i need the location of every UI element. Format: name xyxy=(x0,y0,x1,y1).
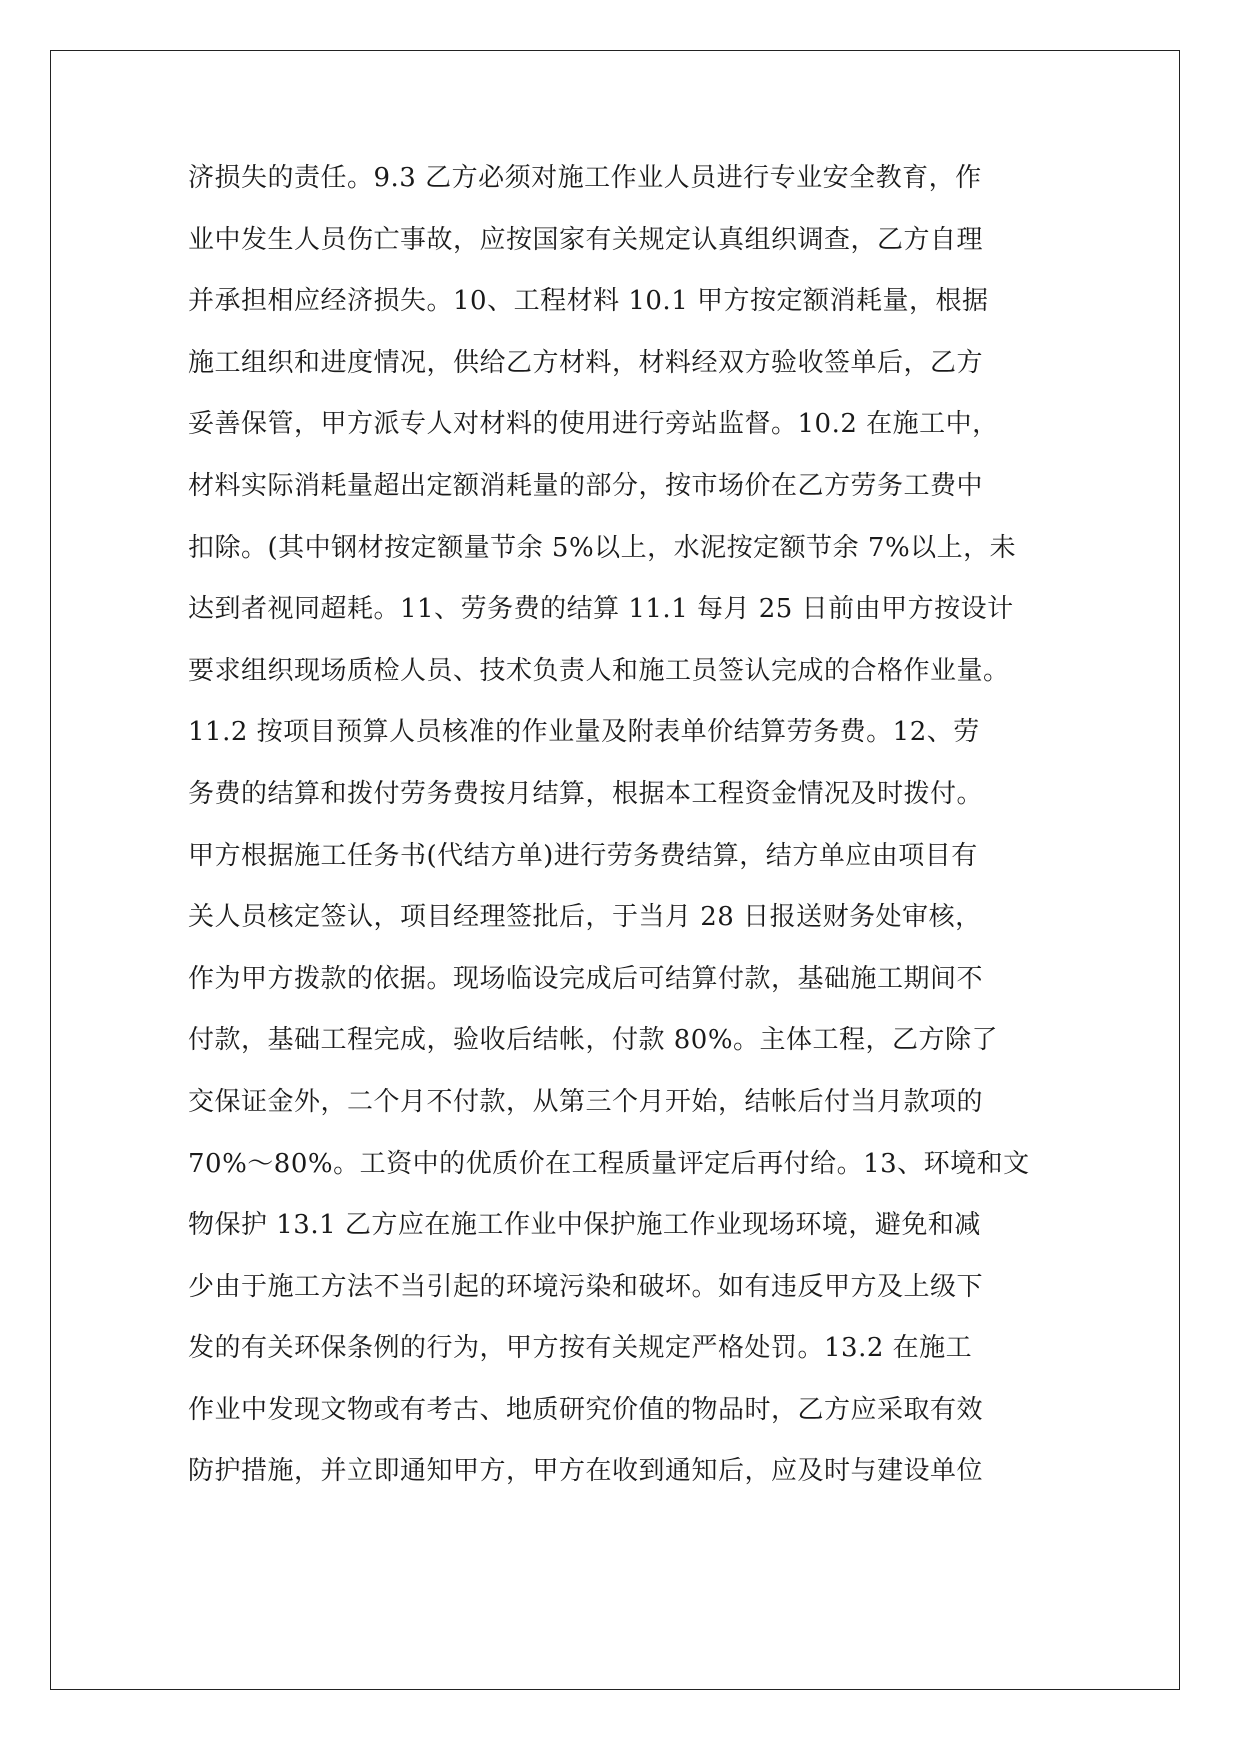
text-line: 70%～80%。工资中的优质价在工程质量评定后再付给。13、环境和文 xyxy=(188,1148,1030,1179)
text-line: 达到者视同超耗。11、劳务费的结算 11.1 每月 25 日前由甲方按设计 xyxy=(188,594,1014,625)
text-line: 济损失的责任。9.3 乙方必须对施工作业人员进行专业安全教育，作 xyxy=(188,163,982,193)
text-line: 付款，基础工程完成，验收后结帐，付款 80%。主体工程，乙方除了 xyxy=(188,1025,999,1056)
text-line: 交保证金外，二个月不付款，从第三个月开始，结帐后付当月款项的 xyxy=(188,1086,984,1117)
text-line: 材料实际消耗量超出定额消耗量的部分，按市场价在乙方劳务工费中 xyxy=(188,470,984,501)
text-line: 施工组织和进度情况，供给乙方材料，材料经双方验收签单后，乙方 xyxy=(188,347,984,378)
text-line: 物保护 13.1 乙方应在施工作业中保护施工作业现场环境，避免和减 xyxy=(188,1210,981,1241)
text-line: 并承担相应经济损失。10、工程材料 10.1 甲方按定额消耗量，根据 xyxy=(188,286,989,317)
text-line: 发的有关环保条例的行为，甲方按有关规定严格处罚。13.2 在施工 xyxy=(188,1333,973,1364)
text-line: 扣除。(其中钢材按定额量节余 5%以上，水泥按定额节余 7%以上，未 xyxy=(188,532,1017,563)
text-line: 关人员核定签认，项目经理签批后，于当月 28 日报送财务处审核， xyxy=(188,902,982,933)
text-line: 作业中发现文物或有考古、地质研究价值的物品时，乙方应采取有效 xyxy=(188,1394,984,1425)
text-line: 业中发生人员伤亡事故，应按国家有关规定认真组织调查，乙方自理 xyxy=(188,224,984,255)
text-line: 防护措施，并立即通知甲方，甲方在收到通知后，应及时与建设单位 xyxy=(188,1456,984,1487)
text-line: 务费的结算和拨付劳务费按月结算，根据本工程资金情况及时拨付。 xyxy=(188,778,984,809)
text-line: 要求组织现场质检人员、技术负责人和施工员签认完成的合格作业量。 xyxy=(188,655,1010,686)
text-line: 妥善保管，甲方派专人对材料的使用进行旁站监督。10.2 在施工中， xyxy=(188,409,999,440)
text-line: 11.2 按项目预算人员核准的作业量及附表单价结算劳务费。12、劳 xyxy=(188,717,980,748)
contract-body-text xyxy=(188,158,1068,1513)
text-line: 少由于施工方法不当引起的环境污染和破坏。如有违反甲方及上级下 xyxy=(188,1271,984,1302)
text-line: 作为甲方拨款的依据。现场临设完成后可结算付款，基础施工期间不 xyxy=(188,963,984,994)
text-line: 甲方根据施工任务书(代结方单)进行劳务费结算，结方单应由项目有 xyxy=(188,840,978,871)
